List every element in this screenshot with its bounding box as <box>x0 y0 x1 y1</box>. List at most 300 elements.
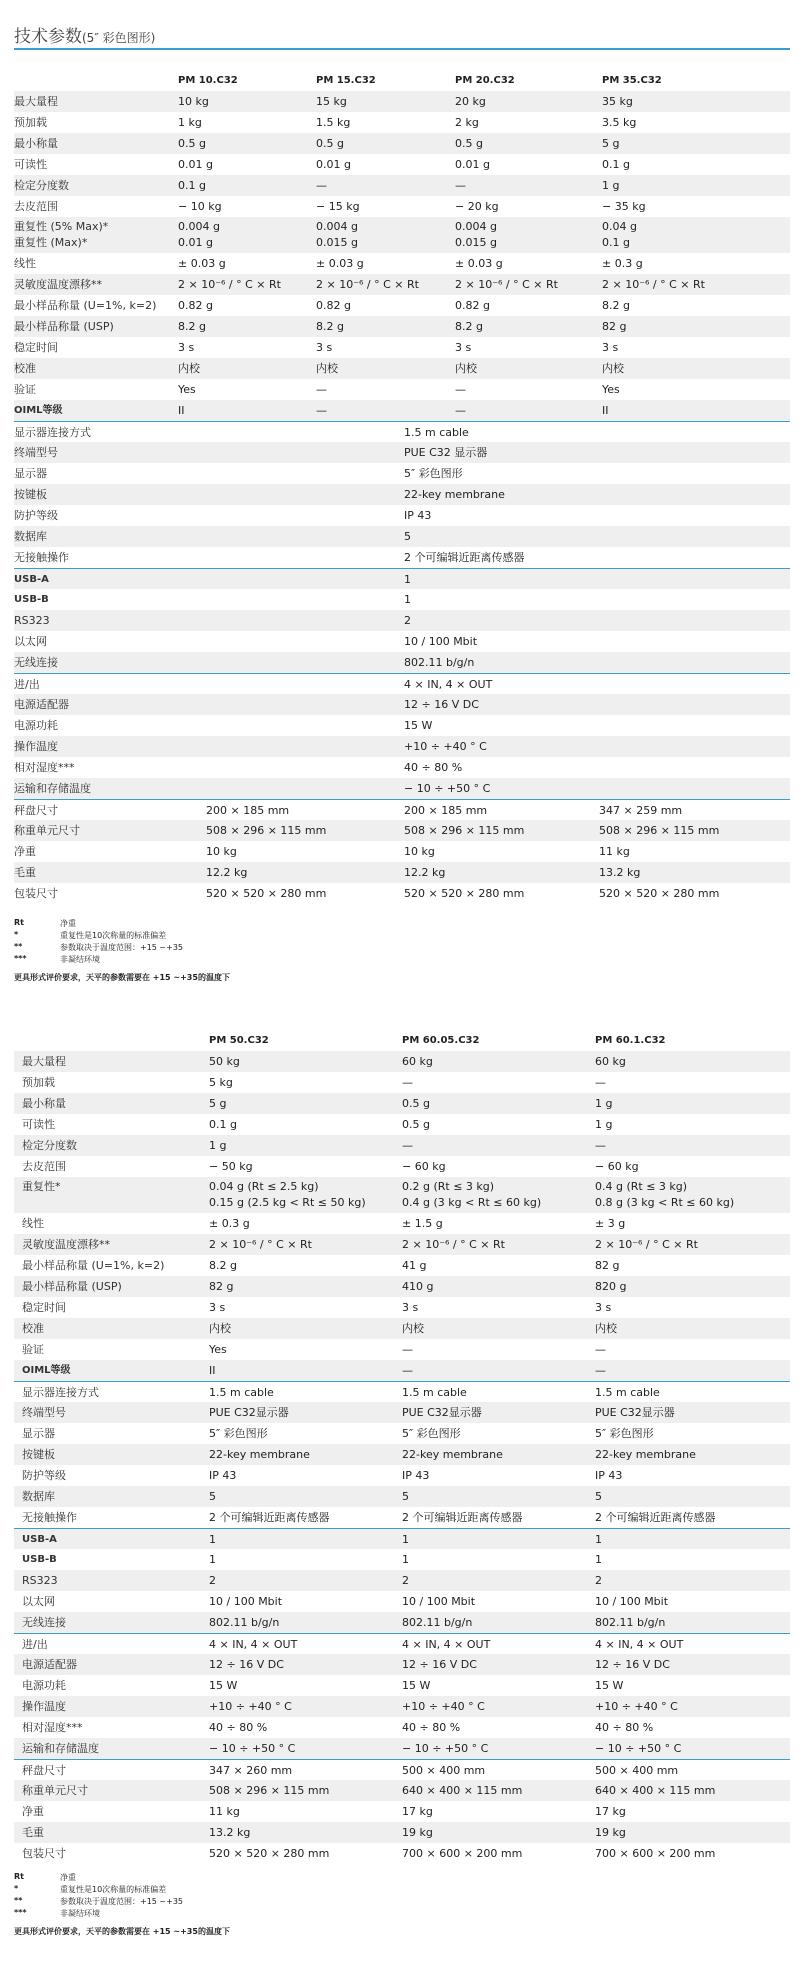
table-row <box>14 112 790 133</box>
cell-value: II <box>209 1364 216 1377</box>
row-label: 可读性 <box>14 158 47 171</box>
model-header: PM 10.C32 <box>178 75 238 86</box>
cell-value: 1 <box>402 1553 409 1566</box>
cell-value: 2 × 10⁻⁶ / ° C × Rt <box>602 278 705 291</box>
row-label: 操作温度 <box>14 740 58 753</box>
cell-value: 8.2 g <box>316 320 344 333</box>
table-row <box>14 1255 790 1276</box>
row-label-line: 重复性 (5% Max)* <box>14 220 109 233</box>
row-label: 电源功耗 <box>22 1679 66 1692</box>
footnote-key: *** <box>14 954 27 963</box>
cell-value: — <box>316 404 327 417</box>
cell-value <box>209 1179 366 1211</box>
cell-value: 508 × 296 × 115 mm <box>599 824 720 837</box>
table-row <box>14 547 790 568</box>
table-row <box>14 1156 790 1177</box>
cell-value: 15 W <box>404 719 433 732</box>
cell-value: 17 kg <box>402 1805 433 1818</box>
cell-value: 10 / 100 Mbit <box>209 1595 283 1608</box>
footnote-text: 参数取决于温度范围：+15 ~+35 <box>60 1897 184 1906</box>
cell-value: 508 × 296 × 115 mm <box>209 1784 330 1797</box>
title-main: 技术参数 <box>14 27 82 47</box>
cell-value: 0.1 g <box>602 158 630 171</box>
cell-value: 19 kg <box>402 1826 433 1839</box>
cell-line: 0.01 g <box>178 236 213 249</box>
row-label: 显示器 <box>14 467 47 480</box>
table-row <box>14 253 790 274</box>
cell-value: 15 W <box>402 1679 431 1692</box>
cell-value: 0.5 g <box>178 137 206 150</box>
cell-value: 500 × 400 mm <box>402 1764 486 1777</box>
cell-value: ± 0.3 g <box>209 1217 250 1230</box>
cell-value: − 10 kg <box>178 200 222 213</box>
cell-value <box>402 1179 541 1211</box>
cell-value: 640 × 400 × 115 mm <box>595 1784 716 1797</box>
cell-value: — <box>455 383 466 396</box>
table-row <box>14 154 790 175</box>
cell-value: — <box>316 383 327 396</box>
row-label: 最小称量 <box>22 1097 66 1110</box>
cell-value: 4 × IN, 4 × OUT <box>209 1638 298 1651</box>
table-row <box>14 589 790 610</box>
title-divider <box>14 48 790 50</box>
row-label: 按键板 <box>22 1448 55 1461</box>
cell-value: 1.5 m cable <box>404 426 469 439</box>
row-label: 验证 <box>14 383 36 396</box>
cell-value: 2 × 10⁻⁶ / ° C × Rt <box>316 278 419 291</box>
table-row <box>14 1738 790 1759</box>
cell-value: 2 个可编辑近距离传感器 <box>404 551 525 564</box>
row-label: 显示器 <box>22 1427 55 1440</box>
table-row <box>14 1612 790 1633</box>
table-row <box>14 1213 790 1234</box>
cell-value: 1 <box>402 1533 409 1546</box>
model-header: PM 50.C32 <box>209 1035 269 1046</box>
table-row <box>14 1696 790 1717</box>
row-label: 秤盘尺寸 <box>22 1764 66 1777</box>
row-label: 稳定时间 <box>22 1301 66 1314</box>
row-label: OIML等级 <box>22 1365 71 1376</box>
cell-value: II <box>178 404 185 417</box>
cell-value: 802.11 b/g/n <box>402 1616 473 1629</box>
row-label: 无线连接 <box>14 656 58 669</box>
table-row <box>14 175 790 196</box>
row-label: 检定分度数 <box>22 1139 77 1152</box>
table-row <box>14 1423 790 1444</box>
model-header: PM 60.1.C32 <box>595 1035 666 1046</box>
cell-value: 17 kg <box>595 1805 626 1818</box>
cell-value: 1 g <box>602 179 620 192</box>
cell-value: — <box>455 179 466 192</box>
cell-value: 4 × IN, 4 × OUT <box>595 1638 684 1651</box>
table-row <box>14 379 790 400</box>
cell-value: 2 × 10⁻⁶ / ° C × Rt <box>455 278 558 291</box>
row-label: 无接触操作 <box>22 1511 77 1524</box>
footnote-key: *** <box>14 1908 27 1917</box>
table-row <box>14 1759 790 1780</box>
footnote-text: 重复性是10次称量的标准偏差 <box>60 1885 167 1894</box>
row-label: 最大量程 <box>14 95 58 108</box>
cell-value: 5 g <box>209 1097 227 1110</box>
footnote-text: 非凝结环境 <box>60 1909 100 1918</box>
row-label: 操作温度 <box>22 1700 66 1713</box>
cell-value: 1 <box>209 1553 216 1566</box>
row-label: 线性 <box>22 1217 44 1230</box>
table-row <box>14 1276 790 1297</box>
cell-value: 5″ 彩色图形 <box>209 1427 268 1440</box>
cell-value: 0.01 g <box>455 158 490 171</box>
cell-value: 8.2 g <box>455 320 483 333</box>
cell-value: 802.11 b/g/n <box>595 1616 666 1629</box>
table-row <box>14 1822 790 1843</box>
cell-value: 10 kg <box>178 95 209 108</box>
cell-value: 1.5 kg <box>316 116 351 129</box>
cell-value: − 15 kg <box>316 200 360 213</box>
cell-value: 22-key membrane <box>404 488 505 501</box>
table-row <box>14 1843 790 1864</box>
cell-value: 1.5 m cable <box>595 1386 660 1399</box>
footnote <box>14 930 230 942</box>
cell-value: 8.2 g <box>209 1259 237 1272</box>
table-row <box>14 1486 790 1507</box>
cell-value: 700 × 600 × 200 mm <box>402 1847 523 1860</box>
cell-value: 500 × 400 mm <box>595 1764 679 1777</box>
cell-value <box>178 219 220 251</box>
cell-value: 10 / 100 Mbit <box>595 1595 669 1608</box>
table-row <box>14 862 790 883</box>
row-label: 防护等级 <box>14 509 58 522</box>
cell-value: 40 ÷ 80 % <box>209 1721 268 1734</box>
row-label: 秤盘尺寸 <box>14 804 58 817</box>
row-label: 以太网 <box>14 635 47 648</box>
cell-value: 12 ÷ 16 V DC <box>402 1658 477 1671</box>
cell-value: 200 × 185 mm <box>404 804 488 817</box>
footnote-key: Rt <box>14 918 24 927</box>
cell-value: 2 kg <box>455 116 479 129</box>
table-row <box>14 1549 790 1570</box>
row-label: 可读性 <box>22 1118 55 1131</box>
cell-value: 0.01 g <box>178 158 213 171</box>
cell-value: 2 × 10⁻⁶ / ° C × Rt <box>209 1238 312 1251</box>
model-header: PM 20.C32 <box>455 75 515 86</box>
cell-value: 19 kg <box>595 1826 626 1839</box>
cell-value: 82 g <box>602 320 627 333</box>
table-row <box>14 694 790 715</box>
cell-value: 15 kg <box>316 95 347 108</box>
cell-value: 2 × 10⁻⁶ / ° C × Rt <box>402 1238 505 1251</box>
table-row <box>14 1402 790 1423</box>
cell-value: 2 <box>402 1574 409 1587</box>
row-label: 校准 <box>14 362 36 375</box>
footnote <box>14 918 230 930</box>
cell-value: — <box>455 404 466 417</box>
cell-value: − 10 ÷ +50 ° C <box>595 1742 682 1755</box>
footnote-key: ** <box>14 1896 23 1905</box>
row-label: 电源功耗 <box>14 719 58 732</box>
table-row <box>14 1633 790 1654</box>
cell-value: 15 W <box>595 1679 624 1692</box>
cell-value: 35 kg <box>602 95 633 108</box>
cell-value: 1 <box>595 1533 602 1546</box>
table-row <box>14 1591 790 1612</box>
cell-value: 0.82 g <box>455 299 490 312</box>
table-row <box>14 484 790 505</box>
cell-value: 22-key membrane <box>595 1448 696 1461</box>
row-label: 数据库 <box>22 1490 55 1503</box>
cell-value: 8.2 g <box>602 299 630 312</box>
cell-value: 内校 <box>402 1322 424 1335</box>
table-row <box>14 1114 790 1135</box>
cell-value: 4 × IN, 4 × OUT <box>404 678 493 691</box>
table-row <box>14 883 790 904</box>
cell-value: — <box>316 179 327 192</box>
table-row <box>14 316 790 337</box>
cell-value: 0.82 g <box>178 299 213 312</box>
row-label: 去皮范围 <box>14 200 58 213</box>
row-label: USB-A <box>22 1534 57 1545</box>
table-row <box>14 421 790 442</box>
row-label: 电源适配器 <box>22 1658 77 1671</box>
row-label: 电源适配器 <box>14 698 69 711</box>
table-row <box>14 715 790 736</box>
row-label: 相对湿度*** <box>14 761 75 774</box>
row-label: USB-B <box>14 594 49 605</box>
cell-value: 10 / 100 Mbit <box>404 635 478 648</box>
cell-value: +10 ÷ +40 ° C <box>595 1700 678 1713</box>
cell-value: 1.5 m cable <box>209 1386 274 1399</box>
cell-value: 5 <box>595 1490 602 1503</box>
cell-line: 0.04 g <box>602 220 637 233</box>
row-label-line: 重复性 (Max)* <box>14 236 88 249</box>
row-label: 灵敏度温度漂移** <box>14 278 102 291</box>
row-label: 称重单元尺寸 <box>22 1784 88 1797</box>
row-label: 按键板 <box>14 488 47 501</box>
cell-value: PUE C32显示器 <box>402 1406 482 1419</box>
cell-value: 10 kg <box>206 845 237 858</box>
row-label: 稳定时间 <box>14 341 58 354</box>
cell-value: 内校 <box>455 362 477 375</box>
cell-value: 1 kg <box>178 116 202 129</box>
cell-value: 700 × 600 × 200 mm <box>595 1847 716 1860</box>
row-label: OIML等级 <box>14 405 63 416</box>
cell-line: 0.15 g (2.5 kg < Rt ≤ 50 kg) <box>209 1196 366 1209</box>
row-label <box>14 219 108 251</box>
cell-value: 2 <box>209 1574 216 1587</box>
cell-line: 0.4 g (3 kg < Rt ≤ 60 kg) <box>402 1196 542 1209</box>
cell-value: 22-key membrane <box>209 1448 310 1461</box>
cell-value: − 60 kg <box>595 1160 639 1173</box>
row-label: 运输和存储温度 <box>14 782 91 795</box>
cell-value: — <box>595 1076 606 1089</box>
table-row <box>14 799 790 820</box>
table-row <box>14 1801 790 1822</box>
cell-value: − 10 ÷ +50 ° C <box>404 782 491 795</box>
row-label: 最小样品称量 (U=1%, k=2) <box>14 299 157 312</box>
cell-value: 3.5 kg <box>602 116 637 129</box>
table-row <box>14 1381 790 1402</box>
cell-value: — <box>402 1343 413 1356</box>
cell-value: 13.2 kg <box>599 866 641 879</box>
cell-value: 5 g <box>602 137 620 150</box>
footnote-text: 净重 <box>60 919 76 928</box>
cell-value: 5″ 彩色图形 <box>404 467 463 480</box>
cell-value: 508 × 296 × 115 mm <box>404 824 525 837</box>
row-label: 预加载 <box>22 1076 55 1089</box>
cell-value: 347 × 259 mm <box>599 804 683 817</box>
cell-value: 11 kg <box>209 1805 240 1818</box>
row-label: 包装尺寸 <box>14 887 58 900</box>
cell-value: 3 s <box>316 341 333 354</box>
cell-value: 13.2 kg <box>209 1826 251 1839</box>
row-label: 显示器连接方式 <box>22 1386 99 1399</box>
table-row <box>14 337 790 358</box>
cell-value: Yes <box>209 1343 227 1356</box>
footnote <box>14 1896 230 1908</box>
footnote <box>14 1884 230 1896</box>
cell-value: 0.1 g <box>178 179 206 192</box>
table-row <box>14 1072 790 1093</box>
cell-value: 内校 <box>595 1322 617 1335</box>
table-row <box>14 91 790 112</box>
table-row <box>14 820 790 841</box>
table-header <box>14 1030 790 1051</box>
cell-value: +10 ÷ +40 ° C <box>209 1700 292 1713</box>
row-label: 包装尺寸 <box>22 1847 66 1860</box>
row-label: 毛重 <box>14 866 36 879</box>
model-header: PM 35.C32 <box>602 75 662 86</box>
cell-value: − 35 kg <box>602 200 646 213</box>
footnote-key: * <box>14 1884 19 1893</box>
cell-value: 2 × 10⁻⁶ / ° C × Rt <box>595 1238 698 1251</box>
row-label: 最小样品称量 (U=1%, k=2) <box>22 1259 165 1272</box>
table-row <box>14 1360 790 1381</box>
table-row <box>14 1339 790 1360</box>
row-label: 最小样品称量 (USP) <box>22 1280 122 1293</box>
table-row <box>14 1444 790 1465</box>
cell-value: 1 <box>404 573 411 586</box>
table-row <box>14 757 790 778</box>
title-sub: (5″ 彩色图形) <box>82 31 156 45</box>
footnote-text: 非凝结环境 <box>60 955 100 964</box>
table-row <box>14 673 790 694</box>
footnote <box>14 942 230 954</box>
cell-line: 0.2 g (Rt ≤ 3 kg) <box>402 1180 495 1193</box>
footnote <box>14 954 230 966</box>
cell-value: 41 g <box>402 1259 427 1272</box>
cell-value: 520 × 520 × 280 mm <box>209 1847 330 1860</box>
row-label: 进/出 <box>14 678 40 691</box>
cell-value: 60 kg <box>595 1055 626 1068</box>
model-header: PM 60.05.C32 <box>402 1035 480 1046</box>
table-row <box>14 196 790 217</box>
cell-value: 3 s <box>595 1301 612 1314</box>
row-label: 终端型号 <box>22 1406 66 1419</box>
cell-value: 11 kg <box>599 845 630 858</box>
row-label: 校准 <box>22 1322 44 1335</box>
cell-value: 0.01 g <box>316 158 351 171</box>
footnote-key: Rt <box>14 1872 24 1881</box>
cell-value: 0.5 g <box>316 137 344 150</box>
table-row <box>14 1570 790 1591</box>
cell-value: 8.2 g <box>178 320 206 333</box>
table-row <box>14 1717 790 1738</box>
cell-value: 5 kg <box>209 1076 233 1089</box>
cell-value: PUE C32显示器 <box>595 1406 675 1419</box>
cell-value: 3 s <box>602 341 619 354</box>
cell-value: 1 g <box>209 1139 227 1152</box>
cell-value: 12.2 kg <box>404 866 446 879</box>
cell-value: 内校 <box>602 362 624 375</box>
cell-value: 12 ÷ 16 V DC <box>595 1658 670 1671</box>
table-row <box>14 295 790 316</box>
cell-value: 内校 <box>316 362 338 375</box>
cell-value: 60 kg <box>402 1055 433 1068</box>
cell-value: 508 × 296 × 115 mm <box>206 824 327 837</box>
table-row <box>14 1528 790 1549</box>
cell-line: 0.8 g (3 kg < Rt ≤ 60 kg) <box>595 1196 735 1209</box>
table-row <box>14 442 790 463</box>
footnote <box>14 1908 230 1920</box>
row-label: 检定分度数 <box>14 179 69 192</box>
cell-value: — <box>595 1139 606 1152</box>
table-row <box>14 1177 790 1213</box>
cell-value: IP 43 <box>595 1469 623 1482</box>
cell-value: 520 × 520 × 280 mm <box>599 887 720 900</box>
table-row <box>14 1234 790 1255</box>
table-row <box>14 1051 790 1072</box>
cell-value: 2 × 10⁻⁶ / ° C × Rt <box>178 278 281 291</box>
cell-value: 640 × 400 × 115 mm <box>402 1784 523 1797</box>
row-label: 重复性* <box>22 1180 61 1193</box>
table-row <box>14 841 790 862</box>
footnote <box>14 1872 230 1884</box>
cell-value: 内校 <box>178 362 200 375</box>
footnotes-1 <box>14 918 230 984</box>
cell-value: IP 43 <box>402 1469 430 1482</box>
row-label: 防护等级 <box>22 1469 66 1482</box>
cell-value: 82 g <box>209 1280 234 1293</box>
cell-value: ± 0.03 g <box>178 257 226 270</box>
cell-value: IP 43 <box>404 509 432 522</box>
cell-value: 1 <box>595 1553 602 1566</box>
cell-value: 40 ÷ 80 % <box>402 1721 461 1734</box>
cell-value: 3 s <box>178 341 195 354</box>
cell-value: 5 <box>209 1490 216 1503</box>
cell-value: — <box>595 1364 606 1377</box>
table-row <box>14 652 790 673</box>
cell-value: 5″ 彩色图形 <box>595 1427 654 1440</box>
cell-value: 20 kg <box>455 95 486 108</box>
table-row <box>14 400 790 421</box>
cell-value: IP 43 <box>209 1469 237 1482</box>
cell-value: ± 0.3 g <box>602 257 643 270</box>
cell-value: 5 <box>402 1490 409 1503</box>
cell-value <box>602 219 637 251</box>
cell-value: 3 s <box>402 1301 419 1314</box>
cell-value: 12 ÷ 16 V DC <box>209 1658 284 1671</box>
table-row <box>14 568 790 589</box>
cell-value: +10 ÷ +40 ° C <box>402 1700 485 1713</box>
cell-value: — <box>402 1076 413 1089</box>
row-label: 灵敏度温度漂移** <box>22 1238 110 1251</box>
table-row <box>14 1675 790 1696</box>
table-row <box>14 631 790 652</box>
row-label: 去皮范围 <box>22 1160 66 1173</box>
cell-value: II <box>602 404 609 417</box>
row-label: 进/出 <box>22 1638 48 1651</box>
cell-value: 10 / 100 Mbit <box>402 1595 476 1608</box>
spec-table-1 <box>14 70 790 904</box>
